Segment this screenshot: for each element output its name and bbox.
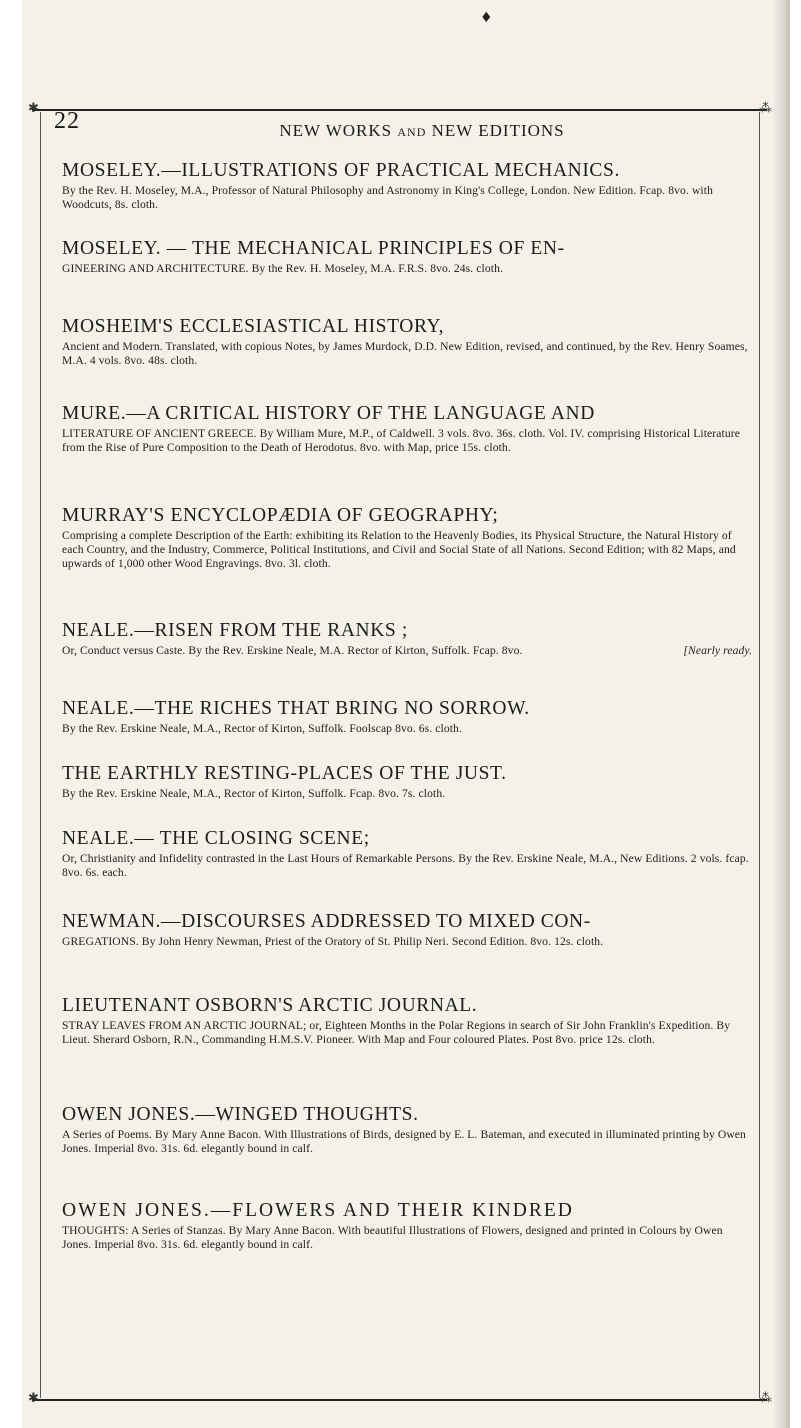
running-head-part-2: NEW EDITIONS: [431, 121, 565, 140]
entry-description: By the Rev. Erskine Neale, M.A., Rector of Kirton, Suffolk. Fcap. 8vo. 7s. cloth.: [62, 787, 446, 800]
catalogue-entry: [62, 1200, 752, 1252]
entry-title: MURRAY'S ENCYCLOPÆDIA OF GEOGRAPHY;: [62, 505, 499, 526]
corner-mark-top-left: ✱: [28, 101, 39, 116]
catalogue-entry: [62, 316, 752, 368]
entry-description: By the Rev. Erskine Neale, M.A., Rector of Kirton, Suffolk. Foolscap 8vo. 6s. cloth.: [62, 722, 462, 735]
entry-title: OWEN JONES.—FLOWERS AND THEIR KINDRED: [62, 1200, 574, 1221]
entry-title: LIEUTENANT OSBORN'S ARCTIC JOURNAL.: [62, 995, 478, 1016]
catalogue-entry: [62, 828, 752, 880]
entry-description: A Series of Poems. By Mary Anne Bacon. With Illustrations of Birds, designed by E. L. Bateman, and executed in illuminated printing by Owen Jones. Imperial 8vo. 31s. 6d. elegantly bound in calf.: [62, 1128, 746, 1155]
catalogue-entry: [62, 403, 752, 455]
entry-description: By the Rev. H. Moseley, M.A., Professor of Natural Philosophy and Astronomy in King's College, London. New Edition. Fcap. 8vo. with Woodcuts, 8s. cloth.: [62, 184, 713, 211]
entry-title: MOSHEIM'S ECCLESIASTICAL HISTORY,: [62, 316, 445, 337]
running-head-part-1: NEW WORKS: [279, 121, 393, 140]
page-number: 22: [54, 108, 80, 134]
catalogue-entry: [62, 995, 752, 1047]
page-edge: [774, 0, 786, 1428]
catalogue-entry: [62, 911, 752, 949]
catalogue-entry: [62, 620, 752, 658]
entry-description: GINEERING AND ARCHITECTURE. By the Rev. H. Moseley, M.A. F.R.S. 8vo. 24s. cloth.: [62, 262, 503, 275]
entry-description: Or, Christianity and Infidelity contrasted in the Last Hours of Remarkable Persons. By the Rev. Erskine Neale, M.A., New Editions. 2 vols. fcap. 8vo. 6s. each.: [62, 852, 749, 879]
entry-title: THE EARTHLY RESTING-PLACES OF THE JUST.: [62, 763, 507, 784]
entry-title: NEALE.—THE RICHES THAT BRING NO SORROW.: [62, 698, 530, 719]
entry-title: MOSELEY.—ILLUSTRATIONS OF PRACTICAL MECHANICS.: [62, 160, 620, 181]
corner-mark-bottom-left: ✱: [28, 1391, 39, 1406]
catalogue-entry: [62, 160, 752, 212]
entry-description: Comprising a complete Description of the Earth: exhibiting its Relation to the Heavenly Bodies, its Physical Structure, the Natural History of each Country, and the Industry, Commerce, Political Institutions, and Civil and Social State of all Nations. Second Edition; with 82 Maps, and upwards of 1,000 other Wood Engravings. 8vo. 3l. cloth.: [62, 529, 736, 570]
entry-description: [62, 644, 752, 658]
running-head: [162, 121, 682, 141]
catalogue-entry: [62, 505, 752, 571]
running-head-conjunction: AND: [397, 125, 427, 139]
bottom-rule: [32, 1399, 767, 1401]
entry-description: Ancient and Modern. Translated, with copious Notes, by James Murdock, D.D. New Edition, revised, and continued, by the Rev. Henry Soames, M.A. 4 vols. 8vo. 48s. cloth.: [62, 340, 748, 367]
entry-title: MURE.—A CRITICAL HISTORY OF THE LANGUAGE AND: [62, 403, 595, 424]
catalogue-entry: [62, 238, 752, 276]
ink-mark: ♦: [480, 10, 493, 26]
corner-mark-bottom-right: ⁂: [759, 1391, 772, 1406]
catalogue-entry: [62, 1104, 752, 1156]
publication-note: [Nearly ready.: [683, 644, 752, 657]
entry-description: THOUGHTS: A Series of Stanzas. By Mary Anne Bacon. With beautiful Illustrations of Flowers, designed and printed in Colours by Owen Jones. Imperial 8vo. 31s. 6d. elegantly bound in calf.: [62, 1224, 723, 1251]
entry-description-text: Or, Conduct versus Caste. By the Rev. Erskine Neale, M.A. Rector of Kirton, Suffolk. Fcap. 8vo.: [62, 644, 523, 657]
entry-description: LITERATURE OF ANCIENT GREECE. By William Mure, M.P., of Caldwell. 3 vols. 8vo. 36s. cloth. Vol. IV. comprising Historical Literature from the Rise of Pure Composition to the Death of Herodotus. 8vo. with Map, price 15s. cloth.: [62, 427, 740, 454]
entry-title: NEALE.— THE CLOSING SCENE;: [62, 828, 370, 849]
entry-title: MOSELEY. — THE MECHANICAL PRINCIPLES OF EN-: [62, 238, 565, 259]
top-rule: [32, 109, 767, 111]
entry-description: STRAY LEAVES FROM AN ARCTIC JOURNAL; or, Eighteen Months in the Polar Regions in search of Sir John Franklin's Expedition. By Lieut. Sherard Osborn, R.N., Commanding H.M.S.V. Pioneer. With Map and Four coloured Plates. Post 8vo. price 12s. cloth.: [62, 1019, 731, 1046]
corner-mark-top-right: ⁂: [759, 101, 772, 116]
left-border-rule: [40, 112, 41, 1398]
entry-title: NEALE.—RISEN FROM THE RANKS ;: [62, 620, 408, 641]
book-page: [22, 0, 790, 1428]
entry-title: OWEN JONES.—WINGED THOUGHTS.: [62, 1104, 419, 1125]
catalogue-entry: [62, 698, 752, 736]
entry-title: NEWMAN.—DISCOURSES ADDRESSED TO MIXED CON-: [62, 911, 591, 932]
right-border-rule: [759, 112, 760, 1398]
entry-description: GREGATIONS. By John Henry Newman, Priest of the Oratory of St. Philip Neri. Second Edition. 8vo. 12s. cloth.: [62, 935, 604, 948]
catalogue-entry: [62, 763, 752, 801]
